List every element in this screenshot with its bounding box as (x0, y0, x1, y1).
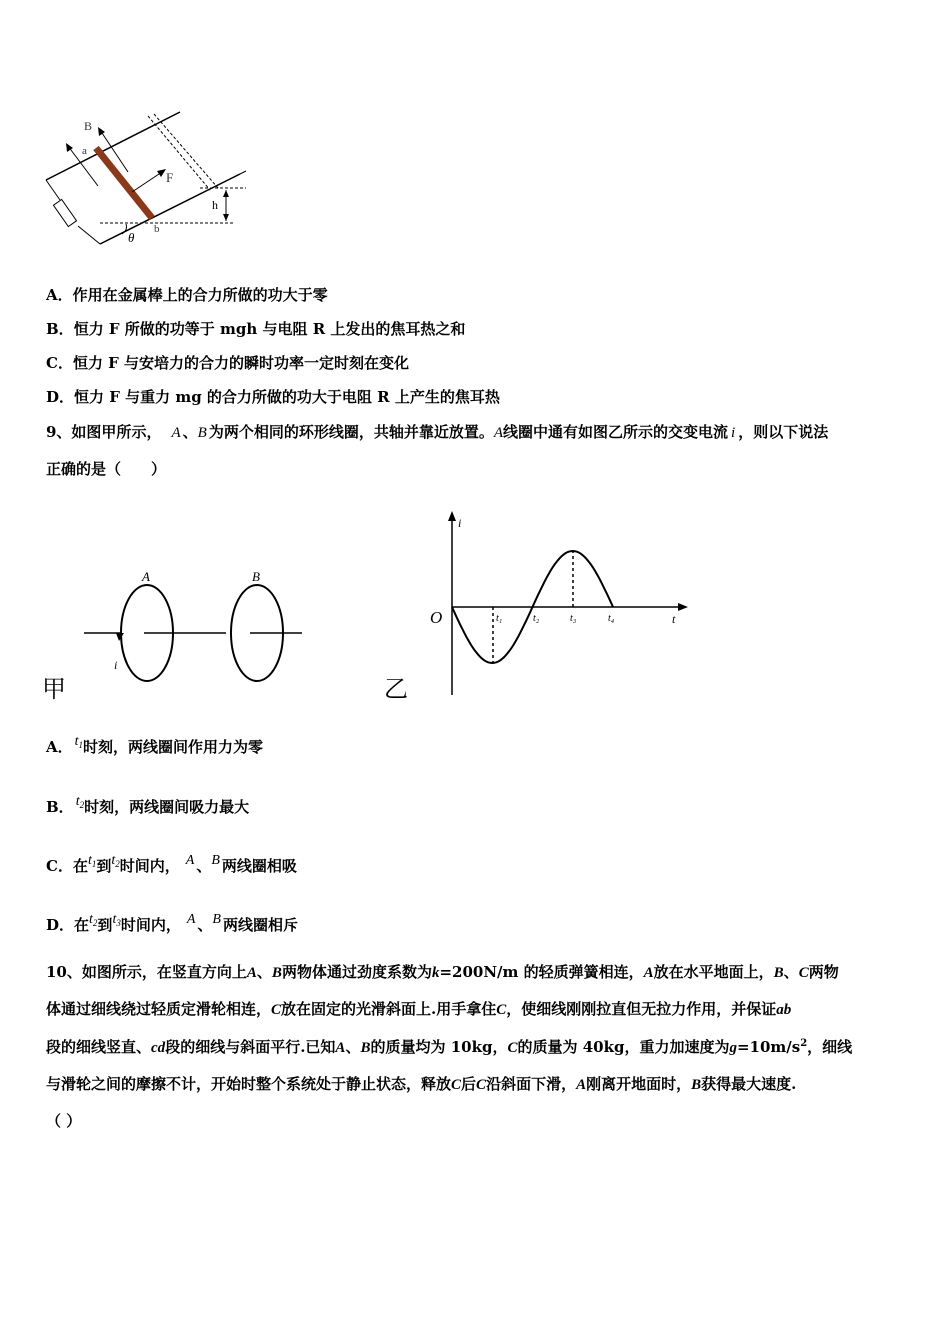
q9-stem-line1: 9、如图甲所示， A 、B 为两个相同的环形线圈，共轴并靠近放置。A线圈中通有如图乙所示的交变电流 i ，则以下说法 (46, 423, 829, 441)
q10-line3: 段的细线竖直、cd段的细线与斜面平行.已知A、B的质量均为 10kg，C的质量为 40kg，重力加速度为$g=10m/s^2$，细线 (46, 1038, 853, 1056)
label-F: F (166, 170, 174, 185)
q9-stem-line2: 正确的是（ ） (46, 460, 167, 478)
q8-option-a: A．作用在金属棒上的合力所做的功大于零 (46, 286, 328, 304)
axis-i-label: i (458, 516, 462, 530)
label-coil-B: B (252, 569, 260, 584)
q10-line5: （ ） (46, 1112, 82, 1130)
label-coil-A: A (142, 569, 150, 584)
label-B: B (84, 119, 93, 133)
current-graph (380, 505, 700, 705)
coils-figure (40, 565, 320, 705)
tick-t4: t₄ (608, 613, 615, 624)
label-h: h (212, 198, 218, 212)
q10-line4: 与滑轮之间的摩擦不计，开始时整个系统处于静止状态，释放C后C沿斜面下滑，A刚离开地面时，B获得最大速度. (46, 1075, 797, 1093)
q9-option-c: C．在$t^1$到$t^2$时间内， A 、B 两线圈相吸 (46, 853, 297, 875)
caption-jia: 甲 (42, 677, 66, 703)
q8-option-d: D．恒力 F 与重力 mg 的合力所做的功大于电阻 R 上产生的焦耳热 (46, 388, 500, 406)
q10-line1: 10、如图所示，在竖直方向上A、B两物体通过劲度系数为k=200N/m 的轻质弹簧相连，A放在水平地面上，B、C两物 (46, 963, 839, 981)
origin-label: O (430, 608, 443, 627)
label-b: b (154, 223, 160, 235)
q9-option-b: B． $t^2$时刻，两线圈间吸力最大 (46, 794, 250, 816)
q8-option-c: C．恒力 F 与安培力的合力的瞬时功率一定时刻在变化 (46, 354, 410, 372)
label-a: a (82, 145, 87, 157)
rail-rod-figure (40, 108, 260, 248)
label-current-i: i (114, 658, 118, 672)
q9-option-a: A． $t^1$时刻，两线圈间作用力为零 (46, 734, 264, 756)
label-theta: θ (128, 230, 135, 245)
q10-line2: 体通过细线绕过轻质定滑轮相连，C放在固定的光滑斜面上.用手拿住C，使细线刚刚拉直但无拉力作用，并保证ab (46, 1000, 792, 1018)
q9-option-d: D．在$t^2$到$t^3$时间内， A 、B 两线圈相斥 (46, 912, 298, 934)
tick-t2: t₂ (533, 613, 540, 624)
caption-yi: 乙 (384, 677, 408, 703)
tick-t1: t₁ (496, 613, 503, 624)
axis-t-label: t (672, 612, 676, 626)
tick-t3: t₃ (570, 613, 577, 624)
q8-option-b: B．恒力 F 所做的功等于 mgh 与电阻 R 上发出的焦耳热之和 (46, 320, 466, 338)
